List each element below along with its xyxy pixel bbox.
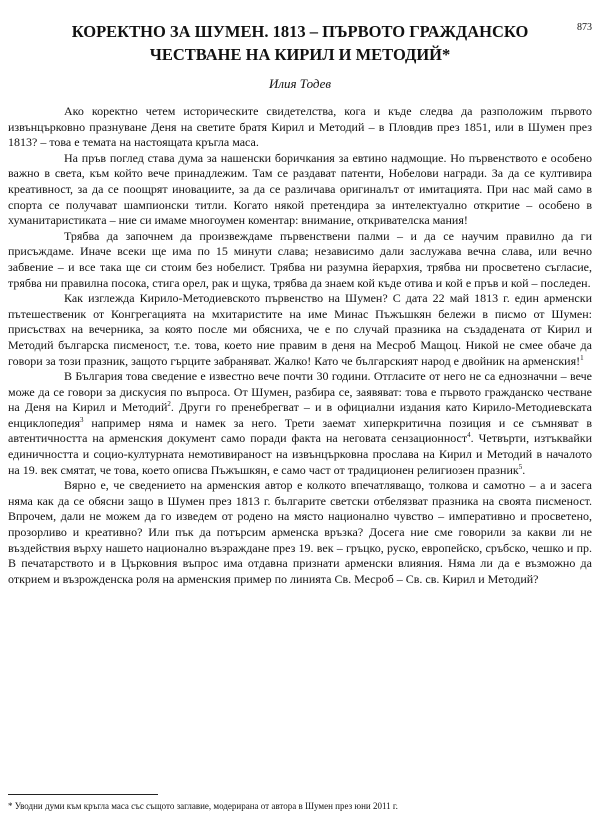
title-line-2: ЧЕСТВАНЕ НА КИРИЛ И МЕТОДИЙ* [149, 45, 451, 64]
paragraph-3: Трябва да започнем да произвеждаме първенствени палми – и да се научим правилно да ги присъждаме. Иначе всеки ще има по 15 минути слава; независимо дали заслужава вечна слава, или вечно забвение – и все така ще си стоим без нобелист. Трябва ни разумна йерархия, трябва ни просветено съгласие, трябва ни правилна посока, стига орел, рак и щука, трябва да знаем кой къде отива и кой е пръв и кой – последен. [8, 228, 592, 290]
paragraph-5-text-d: . Четвърти, изтъквайки единичността и социо-културната немотивираност на извънцърковна прослава на Кирил и Методий в началото на 19. век смятат, че това, което описва Пъжъшкян, е само част от традиционен религиозен празник [8, 431, 593, 477]
paragraph-4-text: Как изглежда Кирило-Методиевското първенство на Шумен? С дата 22 май 1813 г. един арменски пътешественик от Конгрегацията на мхитаристите на име Минас Пъжъшкян бележи в писмо от Шумен: присъствах на вечерника, за която после ми обясниха, че е по случай празника на създадената от Кирил и Методий българска писменост, т.е. това, което ние правим в деня на Месроб Мащоц. Никой не смее обаче да говори за този празник, защото гърците забраняват. Жалко! Като че българският народ е двойник на арменския! [8, 291, 592, 368]
paragraph-5-text-e: . [522, 462, 526, 477]
footnote-divider [8, 794, 158, 795]
paragraph-4 [8, 291, 592, 369]
footnote-ref-3: 3 [80, 415, 84, 424]
paragraph-1: Ако коректно четем историческите свидетелства, кога и къде следва да разположим първото извънцърковно празнуване Деня на светите братя Кирил и Методий – в Пловдив през 1851, или в Шумен през 1813? – това е темата на настоящата кръгла маса. [8, 104, 592, 150]
footnote: * Уводни думи към кръгла маса със същото заглавие, модерирана от автора в Шумен през юни 2011 г. [8, 801, 398, 811]
author-name: Илия Тодев [268, 76, 332, 91]
paragraph-6: Вярно е, че сведението на арменския автор е колкото впечатляващо, толкова и самотно – а и засега няма как да се обясни защо в Шумен през 1813 г. българите светски отбелязват празника на своята писменост. Впрочем, дали не можем да го изведем от родено на място национално чувство – императивно и просветено, прозорливо и креативно? Или пък да потърсим арменска връзка? Досега ние сме говорили за какви ли не въздействия върху нашето национално възраждане през 19. век – гръцко, руско, европейско, сръбско, чешко и пр. В печатарството и в Църковния въпрос има отдавна признати арменски влияния. Няма ли да е възможно да открием и възрожденска роля на арменския пример по линията Св. Месроб – Св. св. Кирил и Методий? [8, 478, 592, 586]
footnote-ref-2: 2 [167, 400, 171, 409]
footnote-ref-1: 1 [580, 353, 584, 362]
paragraph-2: На пръв поглед става дума за нашенски боричкания за евтино надмощие. Но първенството е особено важно в света, към който вече принадлежим. Там се раздават патенти, Нобелови награди. За да се култивира креативност, за да се поощрят иновациите, за да се различава оригиналът от имитацията. При нас май само в спорта се получават шампионски титли. Когато някой претендира за интелектуално откритие – особено в хуманитаристиката – ние си имаме многоумен коментар: внимание, откривателска мания! [8, 150, 592, 228]
paragraph-5-text-c: например няма и намек за него. Трети заемат хиперкритична позиция и се съмняват в автентичността на арменския документ само поради факта на неговата сензационност [8, 415, 592, 446]
article-body [8, 104, 592, 587]
article-title [12, 20, 588, 66]
footnote-ref-5: 5 [518, 462, 523, 471]
footnote-ref-4: 4 [467, 431, 471, 440]
title-line-1: КОРЕКТНО ЗА ШУМЕН. 1813 – ПЪРВОТО ГРАЖДАНСКО [71, 22, 529, 41]
paragraph-5-text-b: . Други го пренебрегват – и в официални издания като Кирило-Методиевската енциклопедия [8, 400, 592, 430]
page-number: 873 [577, 22, 592, 33]
paragraph-5-text-a: В България това сведение е известно вече почти 30 години. Отгласите от него не са еднозначни – вече може да се говори за дискусия по въпроса. От Шумен, разбира се, заявяват: това е първото гражданско честване на Деня на Кирил и Методий [8, 369, 592, 415]
paragraph-5 [8, 369, 592, 478]
